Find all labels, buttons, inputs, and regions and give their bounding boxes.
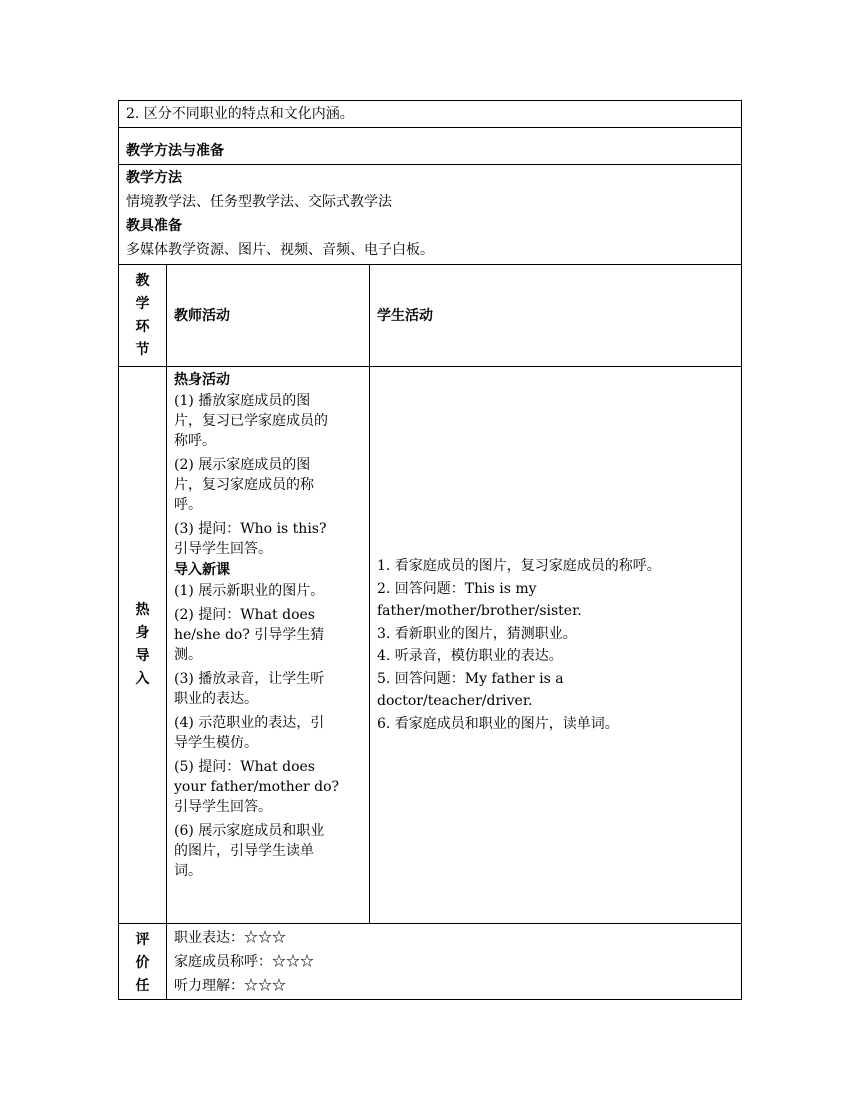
teacher-item: (4) 示范职业的表达，引 导学生模仿。 [174,715,325,751]
stage-header-char: 教 [135,272,150,289]
stage-header-char: 学 [135,295,150,312]
stage-header-char: 环 [135,318,150,335]
header-row [119,265,742,367]
evaluation-line: 家庭成员称呼：☆☆☆ [174,954,314,970]
teacher-item: (1) 播放家庭成员的图 片，复习已学家庭成员的 称呼。 [174,393,328,449]
evaluation-stage-char: 任 [135,978,150,994]
methods-row [119,165,742,265]
warmup-stage-char: 热 [135,602,150,618]
teacher-item: (6) 展示家庭成员和职业 的图片，引导学生读单 词。 [174,823,325,879]
teacher-activities [167,367,370,924]
student-line: 3. 看新职业的图片，猜测职业。 [377,625,577,642]
methods-section-row [119,128,742,165]
warmup-stage-char: 身 [135,625,150,641]
evaluation-line: 职业表达：☆☆☆ [174,930,286,946]
teacher-item: (3) 播放录音，让学生听 职业的表达。 [174,671,325,707]
teacher-header: 教师活动 [167,265,370,367]
method-title: 教学方法 [126,170,182,186]
stage-header [119,265,167,367]
evaluation-stage-char: 评 [135,932,150,948]
warmup-stage [119,367,167,924]
teacher-item: (3) 提问：Who is this? 引导学生回答。 [174,521,327,557]
student-line: 4. 听录音，模仿职业的表达。 [377,648,563,664]
student-line: 5. 回答问题：My father is a [377,670,564,687]
evaluation-content [167,924,742,1000]
teacher-item: (2) 提问：What does he/she do? 引导学生猜 测。 [174,607,325,663]
intro-heading: 导入新课 [174,562,230,578]
student-line: 2. 回答问题：This is my [377,580,537,597]
objective-row [119,101,742,128]
objective-text: 2. 区分不同职业的特点和文化内涵。 [119,101,742,128]
student-header: 学生活动 [370,265,742,367]
lesson-plan-page [118,100,741,1000]
student-line: 6. 看家庭成员和职业的图片，读单词。 [377,715,619,732]
tools-text: 多媒体教学资源、图片、视频、音频、电子白板。 [126,242,434,258]
warmup-heading: 热身活动 [174,372,230,388]
stage-header-char: 节 [135,341,150,358]
evaluation-row [119,924,742,1000]
teacher-item: (5) 提问：What does your father/mother do? 引导学生回答。 [174,759,340,815]
warmup-row [119,367,742,924]
evaluation-stage-char: 价 [135,955,150,971]
teacher-item: (1) 展示新职业的图片。 [174,583,325,599]
student-line: father/mother/brother/sister. [377,603,582,619]
tools-title: 教具准备 [126,218,182,234]
warmup-stage-char: 导 [135,648,150,664]
methods-section-title: 教学方法与准备 [126,143,224,159]
warmup-stage-char: 入 [135,671,150,687]
student-line: 1. 看家庭成员的图片，复习家庭成员的称呼。 [377,558,661,574]
evaluation-stage [119,924,167,1000]
teacher-item: (2) 展示家庭成员的图 片，复习家庭成员的称 呼。 [174,457,314,513]
method-text: 情境教学法、任务型教学法、交际式教学法 [126,194,392,210]
lesson-plan-table [118,100,742,1000]
student-activities [370,367,742,924]
evaluation-line: 听力理解：☆☆☆ [174,978,286,994]
student-line: doctor/teacher/driver. [377,693,533,709]
